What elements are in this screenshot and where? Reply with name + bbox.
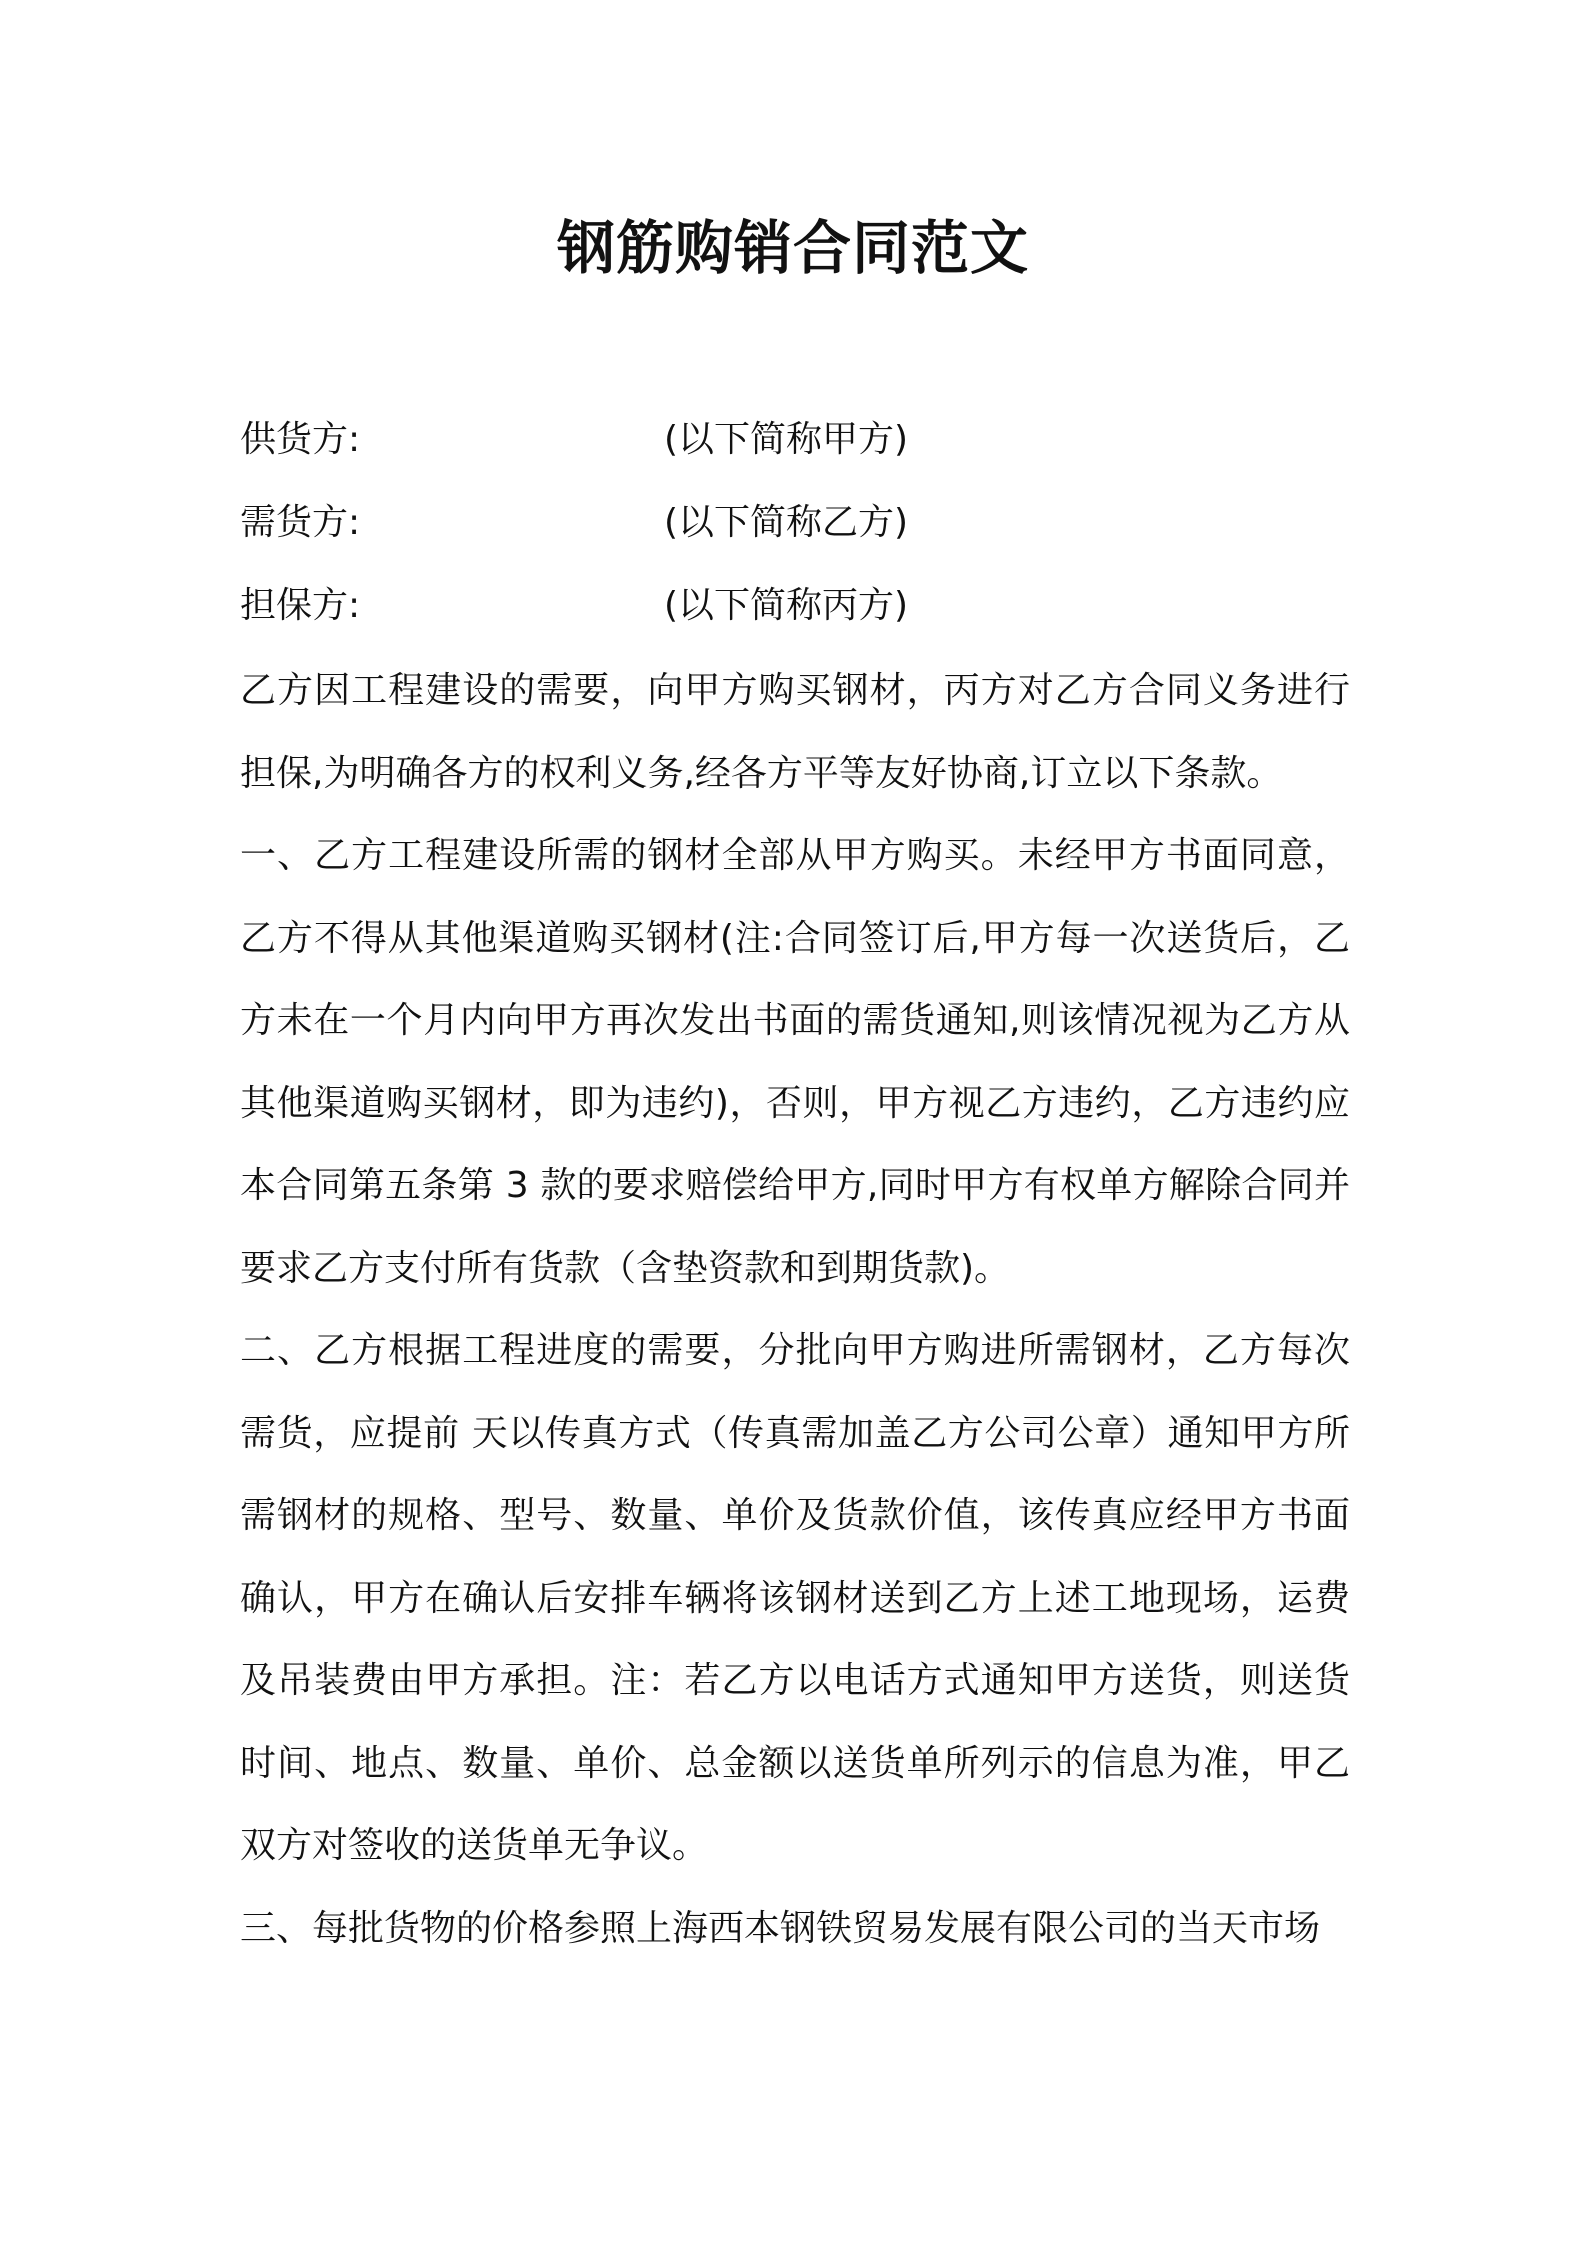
party-note: (以下简称丙方) — [664, 585, 909, 626]
document-title: 钢筋购销合同范文 — [556, 214, 1029, 282]
party-row-supplier — [240, 398, 1350, 481]
contract-body — [240, 650, 1350, 1970]
party-label: 担保方: — [240, 585, 361, 626]
party-note: (以下简称甲方) — [664, 419, 909, 460]
party-note: (以下简称乙方) — [664, 502, 909, 543]
paragraph-clause-3: 三、每批货物的价格参照上海西本钢铁贸易发展有限公司的当天市场 — [240, 1907, 1321, 1949]
party-label: 需货方: — [240, 502, 361, 543]
paragraph-clause-1: 一、乙方工程建设所需的钢材全部从甲方购买。未经甲方书面同意，乙方不得从其他渠道购买钢材(注:合同签订后,甲方每一次送货后，乙方未在一个月内向甲方再次发出书面的需货通知,则该情况视为乙方从其他渠道购买钢材，即为违约)，否则，甲方视乙方违约，乙方违约应本合同第五条第 3 款的要求赔偿给甲方,同时甲方有权单方解除合同并要求乙方支付所有货款（含垫资款和到期货款)。 — [240, 835, 1350, 1289]
party-row-guarantor — [240, 564, 1350, 647]
paragraph-clause-2: 二、乙方根据工程进度的需要，分批向甲方购进所需钢材，乙方每次需货，应提前 天以传真方式（传真需加盖乙方公司公章）通知甲方所需钢材的规格、型号、数量、单价及货款价值，该传真应经甲方书面确认，甲方在确认后安排车辆将该钢材送到乙方上述工地现场，运费及吊装费由甲方承担。注：若乙方以电话方式通知甲方送货，则送货时间、地点、数量、单价、总金额以送货单所列示的信息为准，甲乙双方对签收的送货单无争议。 — [240, 1330, 1350, 1866]
party-row-buyer — [240, 481, 1350, 564]
paragraph-intro: 乙方因工程建设的需要，向甲方购买钢材，丙方对乙方合同义务进行担保,为明确各方的权利义务,经各方平等友好协商,订立以下条款。 — [240, 670, 1350, 794]
party-label: 供货方: — [240, 419, 361, 460]
parties-list — [240, 398, 1350, 647]
